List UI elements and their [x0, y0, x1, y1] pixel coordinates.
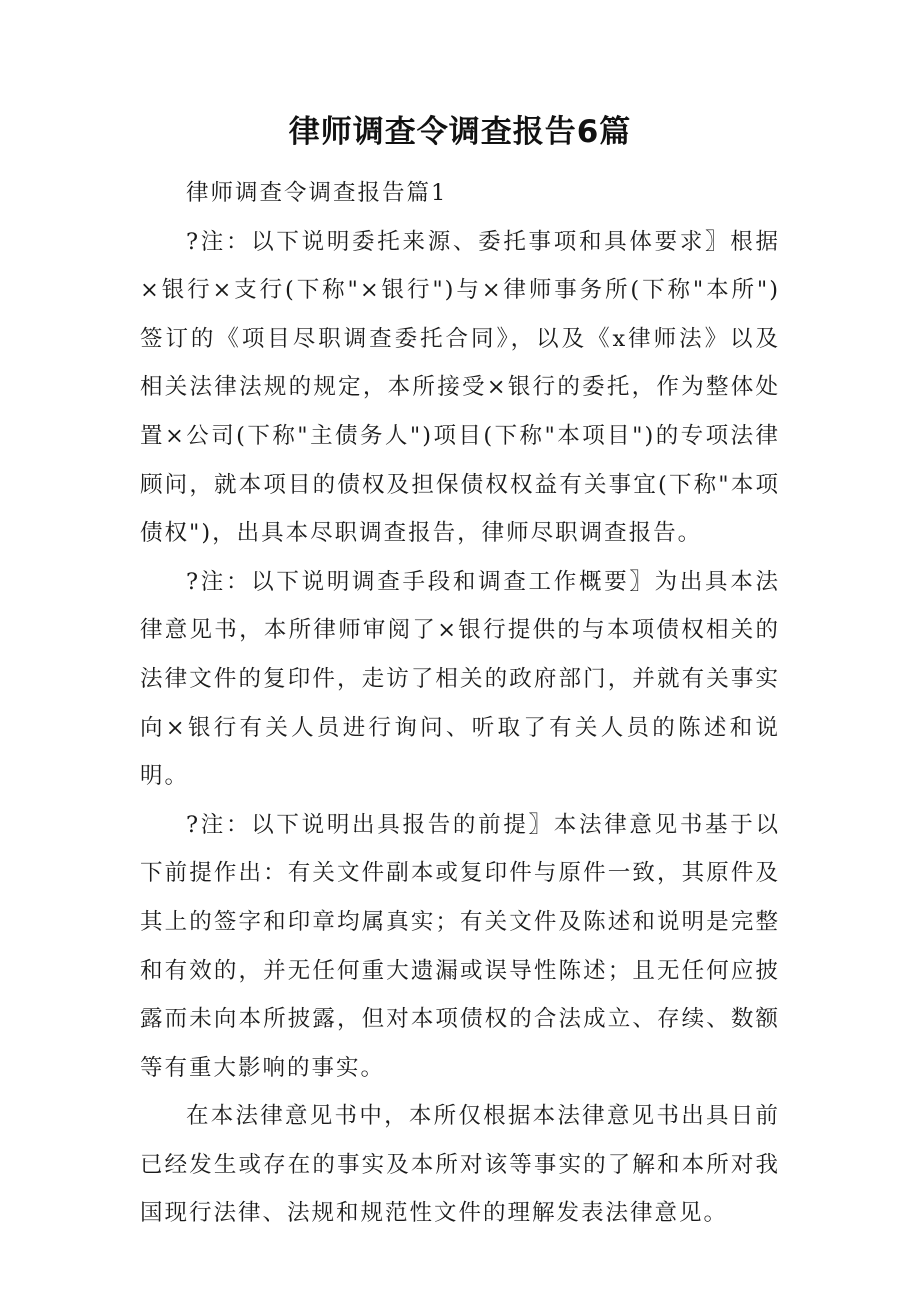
paragraph: ?注：以下说明出具报告的前提〗本法律意见书基于以下前提作出：有关文件副本或复印件与原件一致，其原件及其上的签字和印章均属真实；有关文件及陈述和说明是完整和有效的，并无任何重大遗漏或误导性陈述；且无任何应披露而未向本所披露，但对本项债权的合法成立、存续、数额等有重大影响的事实。	[140, 811, 780, 1081]
paragraph: 在本法律意见书中，本所仅根据本法律意见书出具日前已经发生或存在的事实及本所对该等事实的了解和本所对我国现行法律、法规和规范性文件的理解发表法律意见。	[140, 1103, 780, 1227]
document-title: 律师调查令调查报告6篇	[288, 114, 632, 150]
paragraph: ?注：以下说明委托来源、委托事项和具体要求〗根据×银行×支行(下称"×银行")与×律师事务所(下称"本所")签订的《项目尽职调查委托合同》，以及《x律师法》以及相关法律法规的规定，本所接受×银行的委托，作为整体处置×公司(下称"主债务人")项目(下称"本项目")的专项法律顾问，就本项目的债权及担保债权权益有关事宜(下称"本项债权")，出具本尽职调查报告，律师尽职调查报告。	[140, 228, 780, 547]
paragraph: ?注：以下说明调查手段和调查工作概要〗为出具本法律意见书，本所律师审阅了×银行提供的与本项债权相关的法律文件的复印件，走访了相关的政府部门，并就有关事实向×银行有关人员进行询问、听取了有关人员的陈述和说明。	[140, 568, 780, 790]
section-heading: 律师调查令调查报告篇1	[186, 180, 448, 206]
document-body	[140, 169, 780, 1238]
